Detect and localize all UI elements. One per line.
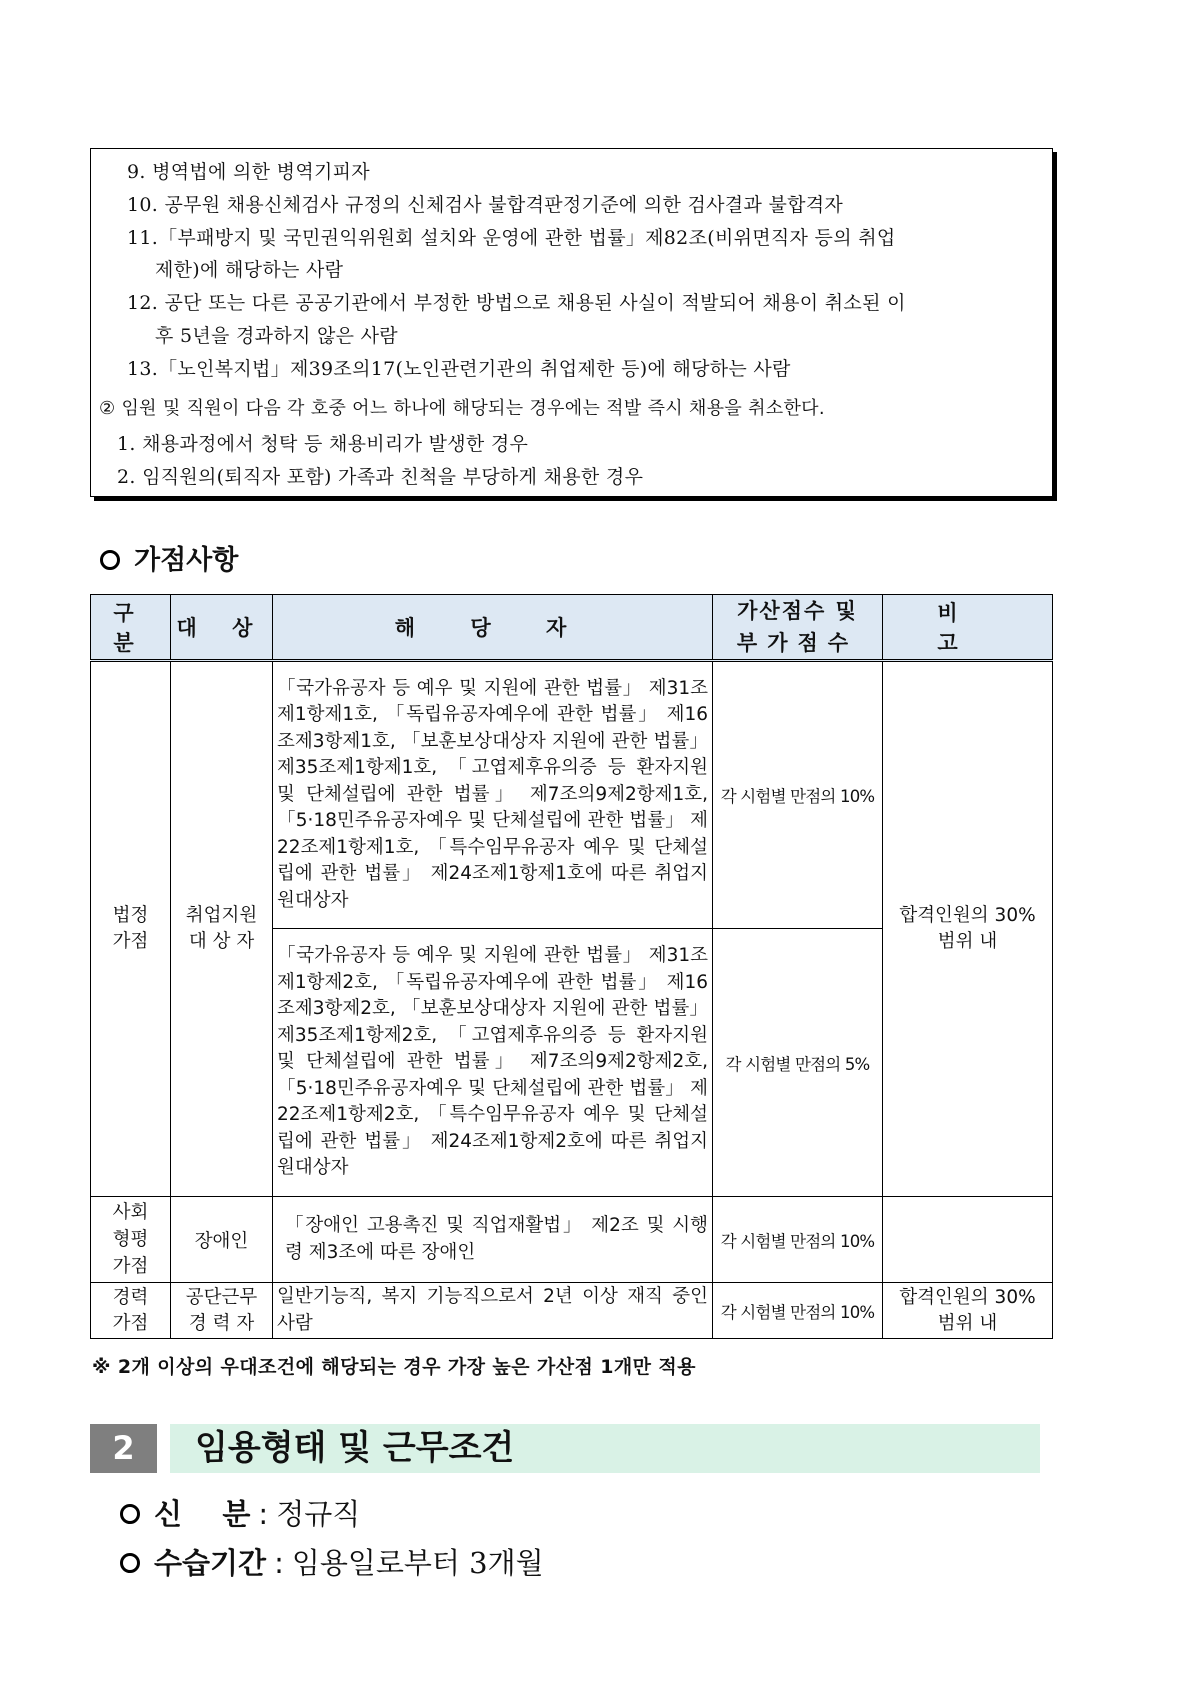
section-number: 2 bbox=[90, 1424, 157, 1473]
career-desc: 일반기능직, 복지 기능직으로서 2년 이상 재직 중인 사람 bbox=[273, 1283, 713, 1339]
legal-remarks: 합격인원의 30% 범위 내 bbox=[883, 661, 1053, 1197]
legal-points-1: 각 시험별 만점의 10% bbox=[713, 661, 883, 929]
career-remarks: 합격인원의 30% 범위 내 bbox=[883, 1283, 1053, 1339]
bonus-note: ※ 2개 이상의 우대조건에 해당되는 경우 가장 높은 가산점 1개만 적용 bbox=[92, 1356, 696, 1378]
list-item-continued: 후 5년을 경과하지 않은 사람 bbox=[155, 325, 398, 347]
list-item: 10. 공무원 채용신체검사 규정의 신체검사 불합격판정기준에 의한 검사결과 불합격자 bbox=[127, 194, 844, 216]
career-target: 공단근무 경 력 자 bbox=[171, 1283, 273, 1339]
career-points: 각 시험별 만점의 10% bbox=[713, 1283, 883, 1339]
social-target: 장애인 bbox=[171, 1197, 273, 1283]
social-desc: 「장애인 고용촉진 및 직업재활법」 제2조 및 시행령 제3조에 따른 장애인 bbox=[273, 1197, 713, 1283]
list-item-continued: 제한)에 해당하는 사람 bbox=[155, 259, 344, 281]
circle-bullet-icon bbox=[120, 1504, 140, 1524]
legal-category: 법정 가점 bbox=[91, 661, 171, 1197]
list-item: 13.「노인복지법」제39조의17(노인관련기관의 취업제한 등)에 해당하는 사람 bbox=[127, 358, 791, 380]
legal-desc-2: 「국가유공자 등 예우 및 지원에 관한 법률」 제31조제1항제2호, 「독립유공자예우에 관한 법률」 제16조제3항제2호, 「보훈보상대상자 지원에 관한 법률」 제35조제1항제2호, 「고엽제후유의증 등 환자지원 및 단체설립에 관한 법률」 제7조의9제2항제2호, 「5·18민주유공자예우 및 단체설립에 관한 법률」 제22조제1항제2호, 「특수임무유공자 예우 및 단체설립에 관한 법률」 제24조제1항제2호에 따른 취업지원대상자 bbox=[273, 929, 713, 1197]
social-category: 사회 형평 가점 bbox=[91, 1197, 171, 1283]
social-remarks bbox=[883, 1197, 1053, 1283]
employment-status-item bbox=[120, 1492, 360, 1533]
bonus-table bbox=[90, 594, 1053, 1339]
list-item: 1. 채용과정에서 청탁 등 채용비리가 발생한 경우 bbox=[117, 433, 529, 455]
disqualification-box bbox=[90, 148, 1053, 497]
header-target: 대 상 bbox=[171, 595, 273, 661]
list-item: 11.「부패방지 및 국민권익위원회 설치와 운영에 관한 법률」제82조(비위면직자 등의 취업 bbox=[127, 227, 896, 249]
legal-points-2: 각 시험별 만점의 5% bbox=[713, 929, 883, 1197]
legal-target: 취업지원 대 상 자 bbox=[171, 661, 273, 1197]
item-label: 수습기간 bbox=[154, 1546, 267, 1580]
list-item: 12. 공단 또는 다른 공공기관에서 부정한 방법으로 채용된 사실이 적발되어 채용이 취소된 이 bbox=[127, 292, 906, 314]
header-category: 구 분 bbox=[91, 595, 171, 661]
clause-2: ② 임원 및 직원이 다음 각 호중 어느 하나에 해당되는 경우에는 적발 즉시 채용을 취소한다. bbox=[99, 398, 825, 419]
item-label: 신 분 bbox=[154, 1497, 251, 1531]
section-title: 임용형태 및 근무조건 bbox=[195, 1428, 515, 1468]
legal-desc-1: 「국가유공자 등 예우 및 지원에 관한 법률」 제31조제1항제1호, 「독립유공자예우에 관한 법률」 제16조제3항제1호, 「보훈보상대상자 지원에 관한 법률」 제35조제1항제1호, 「고엽제후유의증 등 환자지원 및 단체설립에 관한 법률」 제7조의9제2항제1호, 「5·18민주유공자예우 및 단체설립에 관한 법률」 제22조제1항제1호, 「특수임무유공자 예우 및 단체설립에 관한 법률」 제24조제1항제1호에 따른 취업지원대상자 bbox=[273, 661, 713, 929]
item-separator: : bbox=[258, 1497, 269, 1531]
career-category: 경력 가점 bbox=[91, 1283, 171, 1339]
circle-bullet-icon bbox=[100, 550, 120, 570]
item-value: 정규직 bbox=[276, 1497, 361, 1531]
header-remarks: 비 고 bbox=[883, 595, 1053, 661]
item-value: 임용일로부터 3개월 bbox=[291, 1546, 544, 1580]
social-points: 각 시험별 만점의 10% bbox=[713, 1197, 883, 1283]
bonus-section-title: 가점사항 bbox=[100, 538, 238, 577]
item-separator: : bbox=[274, 1546, 284, 1580]
circle-bullet-icon bbox=[120, 1553, 140, 1573]
list-item: 2. 임직원의(퇴직자 포함) 가족과 친척을 부당하게 채용한 경우 bbox=[117, 466, 644, 488]
list-item: 9. 병역법에 의한 병역기피자 bbox=[127, 161, 370, 183]
header-applicable: 해 당 자 bbox=[273, 595, 713, 661]
header-points: 가산점수 및 부가점수 bbox=[713, 595, 883, 661]
probation-item bbox=[120, 1541, 544, 1582]
